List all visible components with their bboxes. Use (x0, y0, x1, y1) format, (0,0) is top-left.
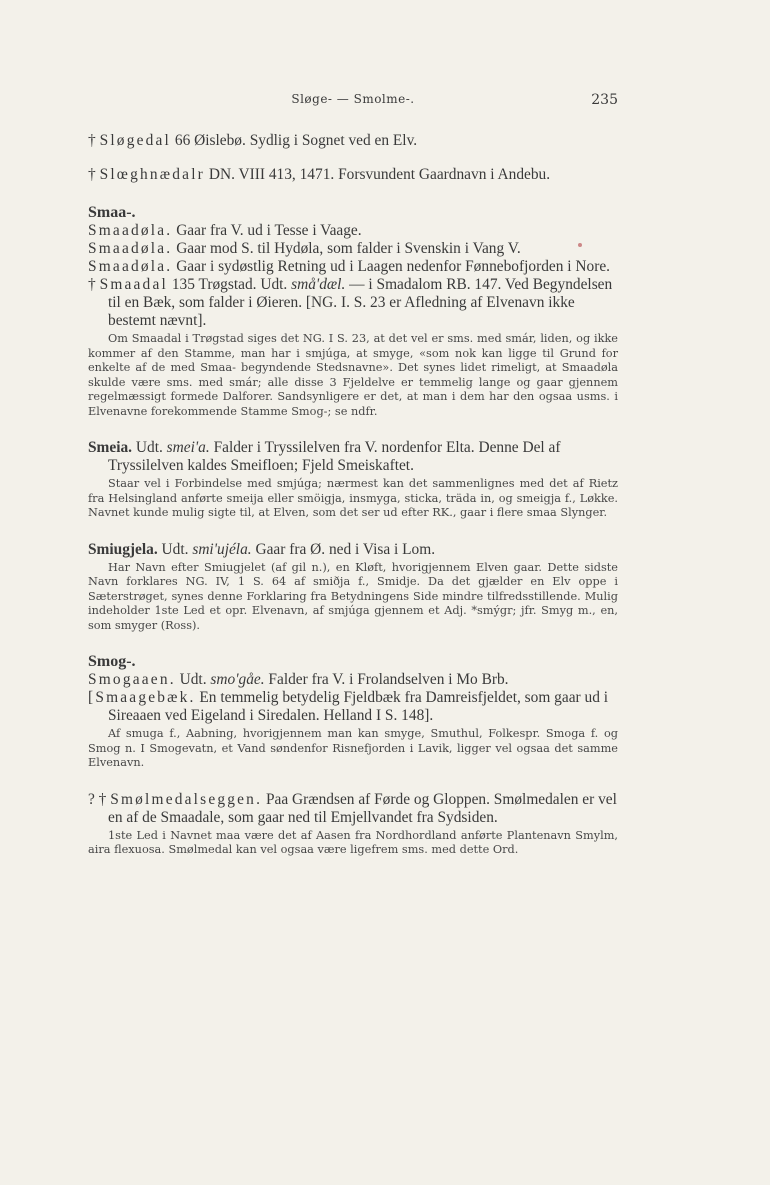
entry-text: En temmelig betydelig Fjeldbæk fra Damreisfjeldet, som gaar ud i Sireaaen ved Eigeland i Siredalen. Helland I S. 148]. (108, 689, 609, 724)
pronunciation: smi'ujéla. (192, 540, 252, 558)
headword: Smeia. (88, 439, 133, 456)
entry-smeia (88, 439, 618, 475)
entry-smiugjela (88, 541, 618, 559)
entry-smolmedalsseggen (88, 791, 618, 827)
entry-text: Udt. (175, 671, 211, 688)
entry-text: Gaar fra Ø. ned i Visa i Lom. (251, 540, 436, 558)
page-number: 235 (591, 92, 618, 108)
headword: Smaadøla. (88, 240, 173, 257)
note-text: Har Navn efter Smiugjelet (af gil n.), en Kløft, hvorigjennem Elven gaar. Dette sidste Navn forklares NG. IV, 1 S. 64 af smiðja f., Smidje. Da det gjælder en Elv oppe i Sæterstrøget, synes denne Forklaring fra Betydningens Side mindre tilfredsstillende. Mulig indeholder 1ste Led et opr. Elvenavn, af smjúga gjennem et Adj. *smýgr; jfr. Smyg m., en, som smyger (Ross). (88, 560, 618, 632)
note-text: Af smuga f., Aabning, hvorigjennem man kan smyge, Smuthul, Folkespr. Smoga f. og Smog n. I Smogevatn, et Vand søndenfor Risnefjorden i Lavik, ligger vel ogsaa det samme Elvenavn. (88, 727, 618, 769)
pronunciation: små'dæl. (291, 276, 346, 293)
entry-smaadola-1 (88, 222, 618, 240)
section-heading-smog: Smog-. (88, 653, 136, 670)
note-text: Staar vel i Forbindelse med smjúga; nærmest kan det sammenlignes med det af Rietz fra Helsingland anførte smeija eller smöigja, insmyga, sticka, träda in, og smeigja f., Løkke. Navnet kunde mulig sigte til, at Elven, som det ser ud efter RK., gaar i flere smaa Slynger. (88, 477, 618, 519)
note-smeia (88, 477, 618, 521)
headword: Smaadal (99, 276, 168, 293)
query-dagger-mark: ? † (88, 790, 111, 808)
note-smaagebaek (88, 727, 618, 771)
dagger-mark: † (88, 166, 96, 183)
section-heading-smaa: Smaa-. (88, 204, 136, 221)
entry-smogaaen (88, 671, 618, 689)
headword: Smogaaen. (88, 671, 176, 688)
headword: Smaadøla. (88, 222, 173, 239)
entry-text: Gaar mod S. til Hydøla, som falder i Svenskin i Vang V. (172, 240, 521, 257)
entry-smaagebaek (88, 689, 618, 725)
entry-slogedal (88, 132, 618, 150)
dagger-mark: † (88, 132, 96, 149)
note-smiugjela (88, 561, 618, 634)
entry-smaadola-3 (88, 258, 618, 276)
entry-text: Paa Grændsen af Førde og Gloppen. Smølmedalen er vel en af de Smaadale, som gaar ned til Emjellvandet fra Sydsiden. (108, 790, 617, 826)
headword: Smiugjela. (88, 540, 158, 558)
entry-smaadola-2 (88, 240, 618, 258)
entry-smaadal (88, 276, 618, 330)
entry-text: Gaar fra V. ud i Tesse i Vaage. (172, 222, 362, 239)
note-smolmedalsseggen (88, 829, 618, 858)
page-body (88, 132, 618, 869)
dagger-mark: † (88, 276, 96, 293)
entry-text: Falder i Tryssilelven fra V. nordenfor Elta. Denne Del af Tryssilelven kaldes Smeifloen; Fjeld Smeiskaftet. (108, 439, 561, 474)
pronunciation: smei'a. (166, 439, 210, 456)
running-head: Sløge- — Smolme-. (291, 92, 415, 106)
entry-text: 66 Øislebø. Sydlig i Sognet ved en Elv. (171, 132, 418, 149)
entry-text: — i Smadalom RB. 147. Ved Begyndelsen til en Bæk, som falder i Øieren. [NG. I. S. 23 er Afledning af Elvenavn ikke bestemt nævnt]. (108, 276, 613, 329)
entry-text: Udt. (132, 439, 167, 456)
headword: [Smaagebæk. (88, 689, 196, 706)
headword: Sløgedal (99, 132, 172, 149)
pronunciation: smo'gåe. (210, 671, 265, 688)
note-text: 1ste Led i Navnet maa være det af Aasen fra Nordhordland anførte Plantenavn Smylm, aira flexuosa. Smølmedal kan vel ogsaa være ligefrem sms. med dette Ord. (88, 828, 618, 856)
page-header (88, 92, 618, 112)
headword: Smaadøla. (88, 258, 173, 275)
headword: Smølmedalseggen. (110, 790, 263, 808)
note-smaadal (88, 332, 618, 419)
entry-text: DN. VIII 413, 1471. Forsvundent Gaardnavn i Andebu. (205, 166, 551, 183)
note-text: Om Smaadal i Trøgstad siges det NG. I S. 23, at det vel er sms. med smár, liden, og ikke kommer af den Stamme, man har i smjúga, at smyge, «som nok kan ligge til Grund for enkelte af de med Smaa- begyndende Stedsnavne». Det synes lidet rimeligt, at Smaadøla skulde være sms. med smár; alle disse 3 Fjeldelve er temmelig lange og gaar gjennem regelmæssigt formede Dalforer. Sandsynligere er det, at man i dem har den ogsaa usms. i Elvenavne forekommende Stamme Smog-; se ndfr. (88, 332, 618, 418)
entry-text: Falder fra V. i Frolandselven i Mo Brb. (264, 671, 509, 688)
entry-text: Gaar i sydøstlig Retning ud i Laagen nedenfor Fønnebofjorden i Nore. (172, 258, 611, 275)
entry-text: 135 Trøgstad. Udt. (167, 276, 292, 293)
headword: Slœghnædalr (99, 166, 205, 183)
entry-text: Udt. (157, 540, 193, 558)
entry-sloeghnaedalr (88, 166, 618, 184)
